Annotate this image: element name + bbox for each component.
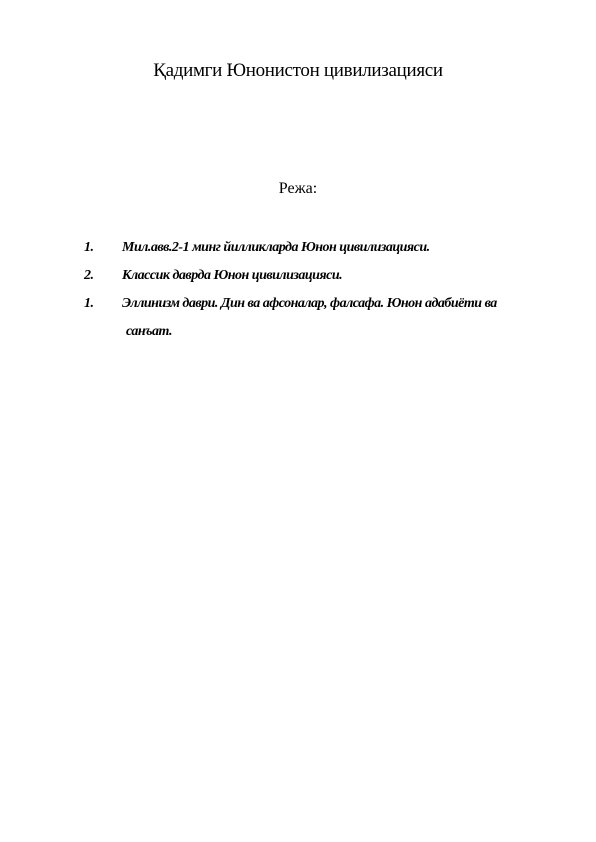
plan-item-continuation: санъат.: [126, 324, 173, 339]
plan-item-number: 2.: [84, 268, 94, 283]
plan-item: [84, 290, 564, 346]
document-title: Қадимги Юнонистон цивилизацияси: [153, 60, 443, 81]
plan-item-text: Эллинизм даври. Дин ва афсоналар, фалсафа. Юнон адабиёти ва: [122, 296, 497, 311]
plan-list: [84, 234, 564, 346]
plan-item: [84, 262, 564, 290]
plan-item-text: Мил.авв.2-1 минг йилликларда Юнон цивилизацияси.: [122, 240, 430, 255]
plan-heading: Режа:: [278, 180, 318, 197]
plan-item: [84, 234, 564, 262]
plan-item-number: 1.: [84, 240, 94, 255]
plan-item-number: 1.: [84, 296, 94, 311]
plan-item-text: Классик даврда Юнон цивилизацияси.: [122, 268, 343, 283]
